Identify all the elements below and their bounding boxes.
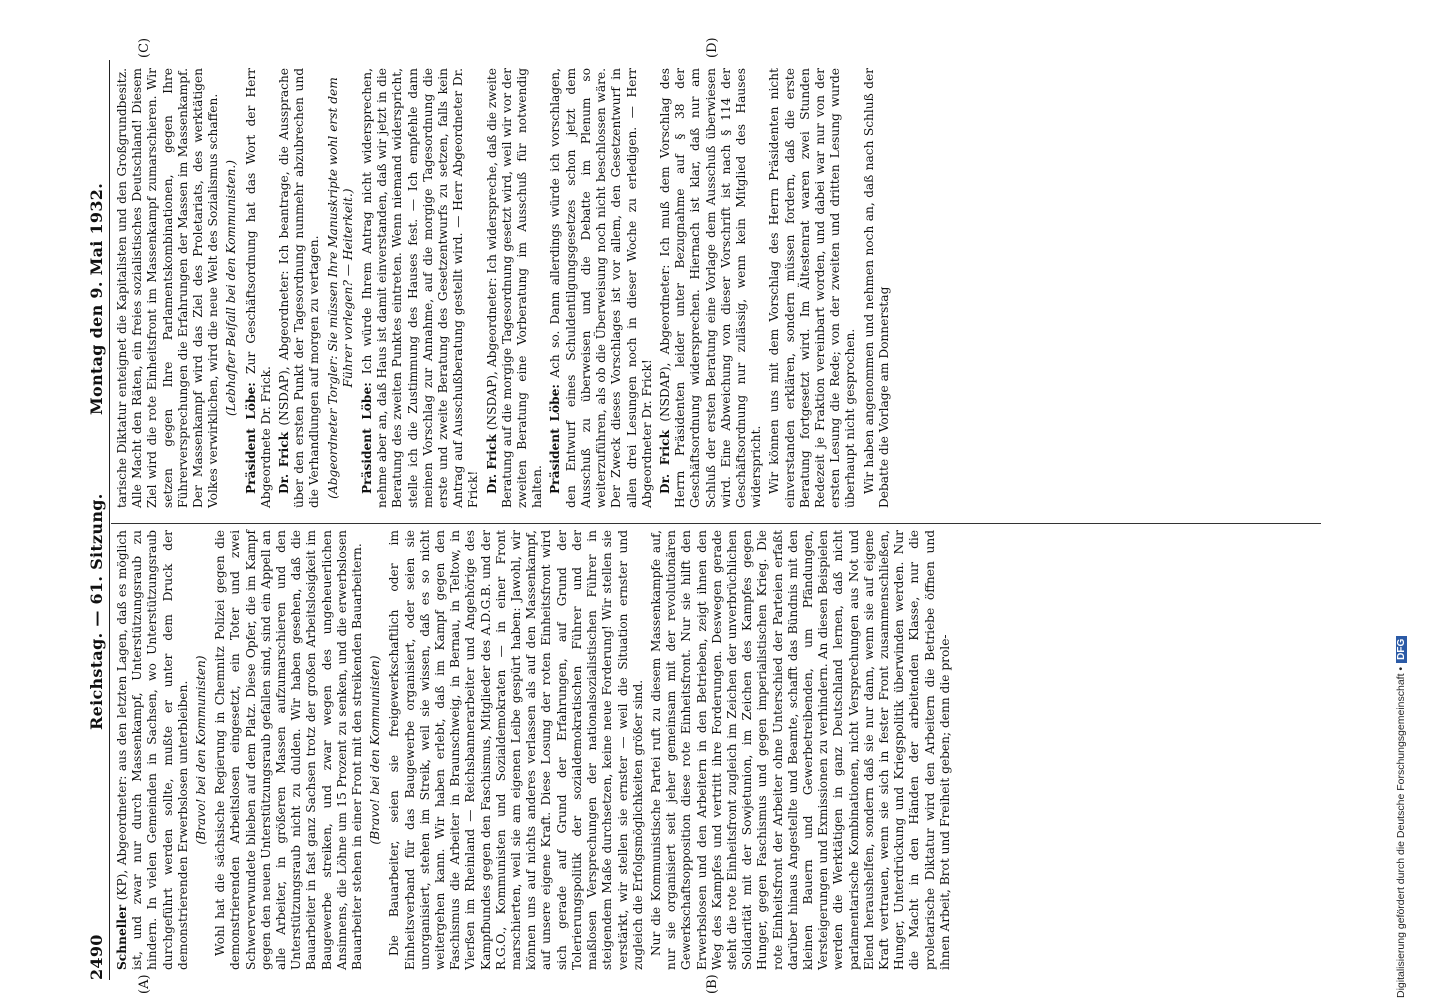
digitization-note: [1395, 8, 1417, 998]
paragraph: [658, 68, 764, 508]
session-date: Montag den 9. Mai 1932.: [87, 182, 106, 415]
header-rule: [109, 60, 110, 980]
paragraph-text: (NSDAP), Abgeordneter: Ich widerspreche, daß die zweite Beratung auf die morgige Tagesordnung gesetzt wird, weil wir vor der zweiten Beratung eine Vorberatung im Ausschuß für notwendig halten.: [484, 67, 545, 508]
speaker-name: Präsident Löbe:: [548, 384, 563, 494]
remark: (Bravo! bei den Kommunisten): [368, 655, 383, 845]
left-column: [115, 530, 956, 970]
speaker-party: (KP), Abgeordneter:: [115, 775, 129, 901]
speaker-name: Präsident Löbe:: [360, 382, 375, 494]
paragraph-text: (NSDAP), Abgeordneter: Ich muß dem Vorschlag des Herrn Präsidenten leider unter Bezugnahme auf § 38 der Geschäftsordnung widersprechen. Hiernach ist klar, daß nur am Schluß der ersten Beratung eine Vorlage dem Ausschuß überwiesen wird. Eine Abweichung von dieser Vorschrift ist nach § 114 der Geschäftsordnung nur zulässig, wenn kein Mitglied des Hauses widerspricht.: [657, 68, 764, 508]
paragraph: Wir haben angenommen und nehmen noch an, daß nach Schluß der Debatte die Vorlage am Donnerstag: [861, 68, 891, 508]
paragraph: Die Bauarbeiter, seien sie freigewerkschaftlich oder im Einheitsverband für das Baugewerbe organisiert, oder seien sie unorganisiert, stehen im Streik, weil sie wissen, daß es so nicht weitergehen kann. Wir haben erlebt, daß im Kampf gegen den Faschismus die Arbeiter in Braunschweig, in Bernau, in Teltow, in Vierßen im Rheinland — Reichsbannerarbeiter und Angehörige des Kampfbundes gegen den Faschismus, Mitglieder des A.D.G.B. und der R.G.O., Kommunisten und Sozialdemokraten — in einer Front marschierten, weil sie am eigenen Leibe gespürt haben: Jawohl, wir können uns auf nichts anderes verlassen als auf den Massenkampf, auf unsere eigene Kraft. Diese Losung der roten Einheitsfront wird sich gerade auf Grund der Erfahrungen, auf Grund der Tolerierungspolitik der sozialdemokratischen Führer und der maßlosen Versprechungen der nationalsozialistischen Führer in steigendem Maße durchsetzen, keine neue Forderung! Wir stellen sie verstärkt, wir stellen sie ernster — weil die Situation ernster und zugleich die Erfolgsmöglichkeiten größer sind.: [387, 530, 645, 970]
remark: (Bravo! bei den Kommunisten): [194, 655, 209, 845]
speaker-name: Präsident Löbe:: [243, 382, 258, 494]
remark: (Abgeordneter Torgler: Sie müssen Ihre Manuskripte wohl erst dem Führer vorlegen? — Heiterkeit.): [325, 77, 355, 499]
speaker-name: Dr. Frick: [657, 429, 672, 494]
paragraph-text: Ich würde Ihrem Antrag nicht widersprechen, nehme aber an, daß Haus ist damit einverstanden, daß wir jetzt in die Beratung des zweiten Punktes eintreten. Wenn niemand widerspricht, stelle ich die Zustimmung des Hauses fest. — Ich empfehle dann meinen Vorschlag zur Annahme, auf die morgige Tagesordnung die erste und zweite Beratung des Gesetzentwurfs zu setzen, falls kein Antrag auf Ausschußberatung gestellt wird. — Herr Abgeordneter Dr. Frick!: [360, 68, 481, 508]
paragraph-text: aus den letzten Lagen, daß es möglich ist, und zwar nur durch Massenkampf, Unterstützungsraub zu hindern. In vielen Gemeinden in Sachsen, wo Unterstützungsraub durchgeführt werden sollte, mußte er unter dem Druck der demonstrierenden Erwerbslosen unterbleiben.: [115, 530, 190, 970]
paragraph: [360, 68, 482, 508]
paragraph-text: Ach so. Dann allerdings würde ich vorschlagen, den Entwurf eines Schuldentilgungsgesetzes schon jetzt dem Ausschuß zu überweisen und die Debatte im Plenum so weiterzuführen, als ob die Überweisung noch nicht beschlossen wäre. Der Zweck dieses Vorschlages ist vor allem, den Gesetzentwurf in allen drei Lesungen noch in dieser Woche zu erledigen. — Herr Abgeordneter Dr. Frick!: [548, 68, 654, 508]
paragraph: Nur die Kommunistische Partei ruft zu diesem Massenkampfe auf, nur sie organisiert seit jeher gemeinsam mit der revolutionären Gewerkschaftsopposition diese rote Einheitsfront. Nur sie hilft den Erwerbslosen und den Arbeitern in den Betrieben, zeigt ihnen den Weg des Kampfes und vertritt ihre Forderungen. Deswegen gerade steht die rote Einheitsfront zugleich im Zeichen der unverbrüchlichen Solidarität mit der Sowjetunion, im Zeichen des Kampfes gegen Hunger, gegen Faschismus und gegen imperialistischen Krieg. Die rote Einheitsfront der Arbeiter ohne Unterschied der Parteien erfaßt darüber hinaus Angestellte und Beamte, schafft das Bündnis mit den kleinen Bauern und Gewerbetreibenden, um Pfändungen, Versteigerungen und Exmissionen zu verhindern. An diesen Beispielen werden die Werktätigen in ganz Deutschland lernen, daß nicht parlamentarische Kombinationen, nicht Versprechungen aus Not und Elend heraushelfen, sondern daß sie nur dann, wenn sie auf eigene Kraft vertrauen, wenn sie sich in fester Front zusammenschließen, Hunger, Unterdrückung und Kriegspolitik überwinden werden. Nur die Macht in den Händen der arbeitenden Klasse, nur die proletarische Diktatur wird den Arbeitern die Betriebe öffnen und ihnen Arbeit, Brot und Freiheit geben; denn die prole-: [648, 530, 952, 970]
speaker-name: Schneller: [115, 904, 129, 970]
digitization-text: Digitalisierung gefördert durch die Deutsche Forschungsgemeinschaft •: [1395, 666, 1407, 998]
paragraph: [548, 68, 654, 508]
margin-mark-d: (D): [705, 37, 720, 58]
paragraph: Wir können uns mit dem Vorschlag des Herrn Präsidenten nicht einverstanden erklären, sondern müssen fordern, daß die erste Beratung fortgesetzt wird. Im Ältestenrat waren zwei Stunden Redezeit je Fraktion vereinbart worden, und dabei war nur von der ersten Lesung die Rede; von der zweiten und dritten Lesung wurde überhaupt nicht gesprochen.: [767, 68, 858, 508]
margin-mark-b: (B): [705, 974, 720, 994]
column-divider: [111, 523, 1321, 524]
document-sheet: [85, 37, 1335, 994]
paragraph: [115, 530, 191, 970]
margin-mark-c: (C): [137, 37, 152, 58]
paragraph: [277, 68, 323, 508]
dfg-logo: DFG: [1396, 636, 1407, 663]
paragraph: [244, 68, 274, 508]
margin-mark-a: (A): [137, 974, 152, 994]
speaker-name: Dr. Frick: [277, 431, 292, 494]
page-number: 2490: [87, 934, 106, 980]
remark: (Lebhafter Beifall bei den Kommunisten.): [224, 160, 239, 417]
right-column: [115, 68, 895, 508]
digitization-stamp: [1395, 8, 1421, 998]
paragraph-text: Zur Geschäftsordnung hat das Wort der Herr Abgeordnete Dr. Frick.: [243, 68, 273, 508]
paragraph: tarische Diktatur enteignet die Kapitalisten und den Großgrundbesitz. Alle Macht den Räten, ein freies sozialistisches Deutschland! Diesem Ziel wird die rote Einheitsfront im Massenkampf zumarschieren. Wir setzen gegen Ihre Parlamentskombinationen, gegen Ihre Führerversprechungen die Erfahrungen der Massen im Massenkampf. Der Massenkampf wird das Ziel des Proletariats, des werktätigen Volkes verwirklichen, wird die neue Welt des Sozialismus schaffen.: [115, 68, 221, 508]
speaker-name: Dr. Frick: [484, 434, 499, 494]
paragraph: [485, 68, 546, 508]
paragraph-text: (NSDAP), Abgeordneter: Ich beantrage, die Aussprache über den ersten Punkt der Tagesordnung nunmehr abzubrechen und die Verhandlungen auf morgen zu vertagen.: [277, 67, 322, 508]
page-header: [85, 60, 111, 980]
paragraph: Wohl hat die sächsische Regierung in Chemnitz Polizei gegen die demonstrierenden Arbeitslosen eingesetzt, ein Toter und zwei Schwerverwundete blieben auf dem Platz. Diese Opfer, die im Kampf gegen den neuen Unterstützungsraub gefallen sind, sind ein Appell an alle Arbeiter, in größeren Massen aufzumarschieren und den Unterstützungsraub nicht zu dulden. Wir haben gesehen, daß die Bauarbeiter in fast ganz Sachsen trotz der großen Arbeitslosigkeit im Baugewerbe streiken, und zwar wegen des ungeheuerlichen Ansinnens, die Löhne um 15 Prozent zu senken, und die erwerbslosen Bauarbeiter stehen in einer Front mit den streikenden Bauarbeitern.: [213, 530, 365, 970]
session-title: Reichstag. — 61. Sitzung.: [87, 493, 106, 730]
